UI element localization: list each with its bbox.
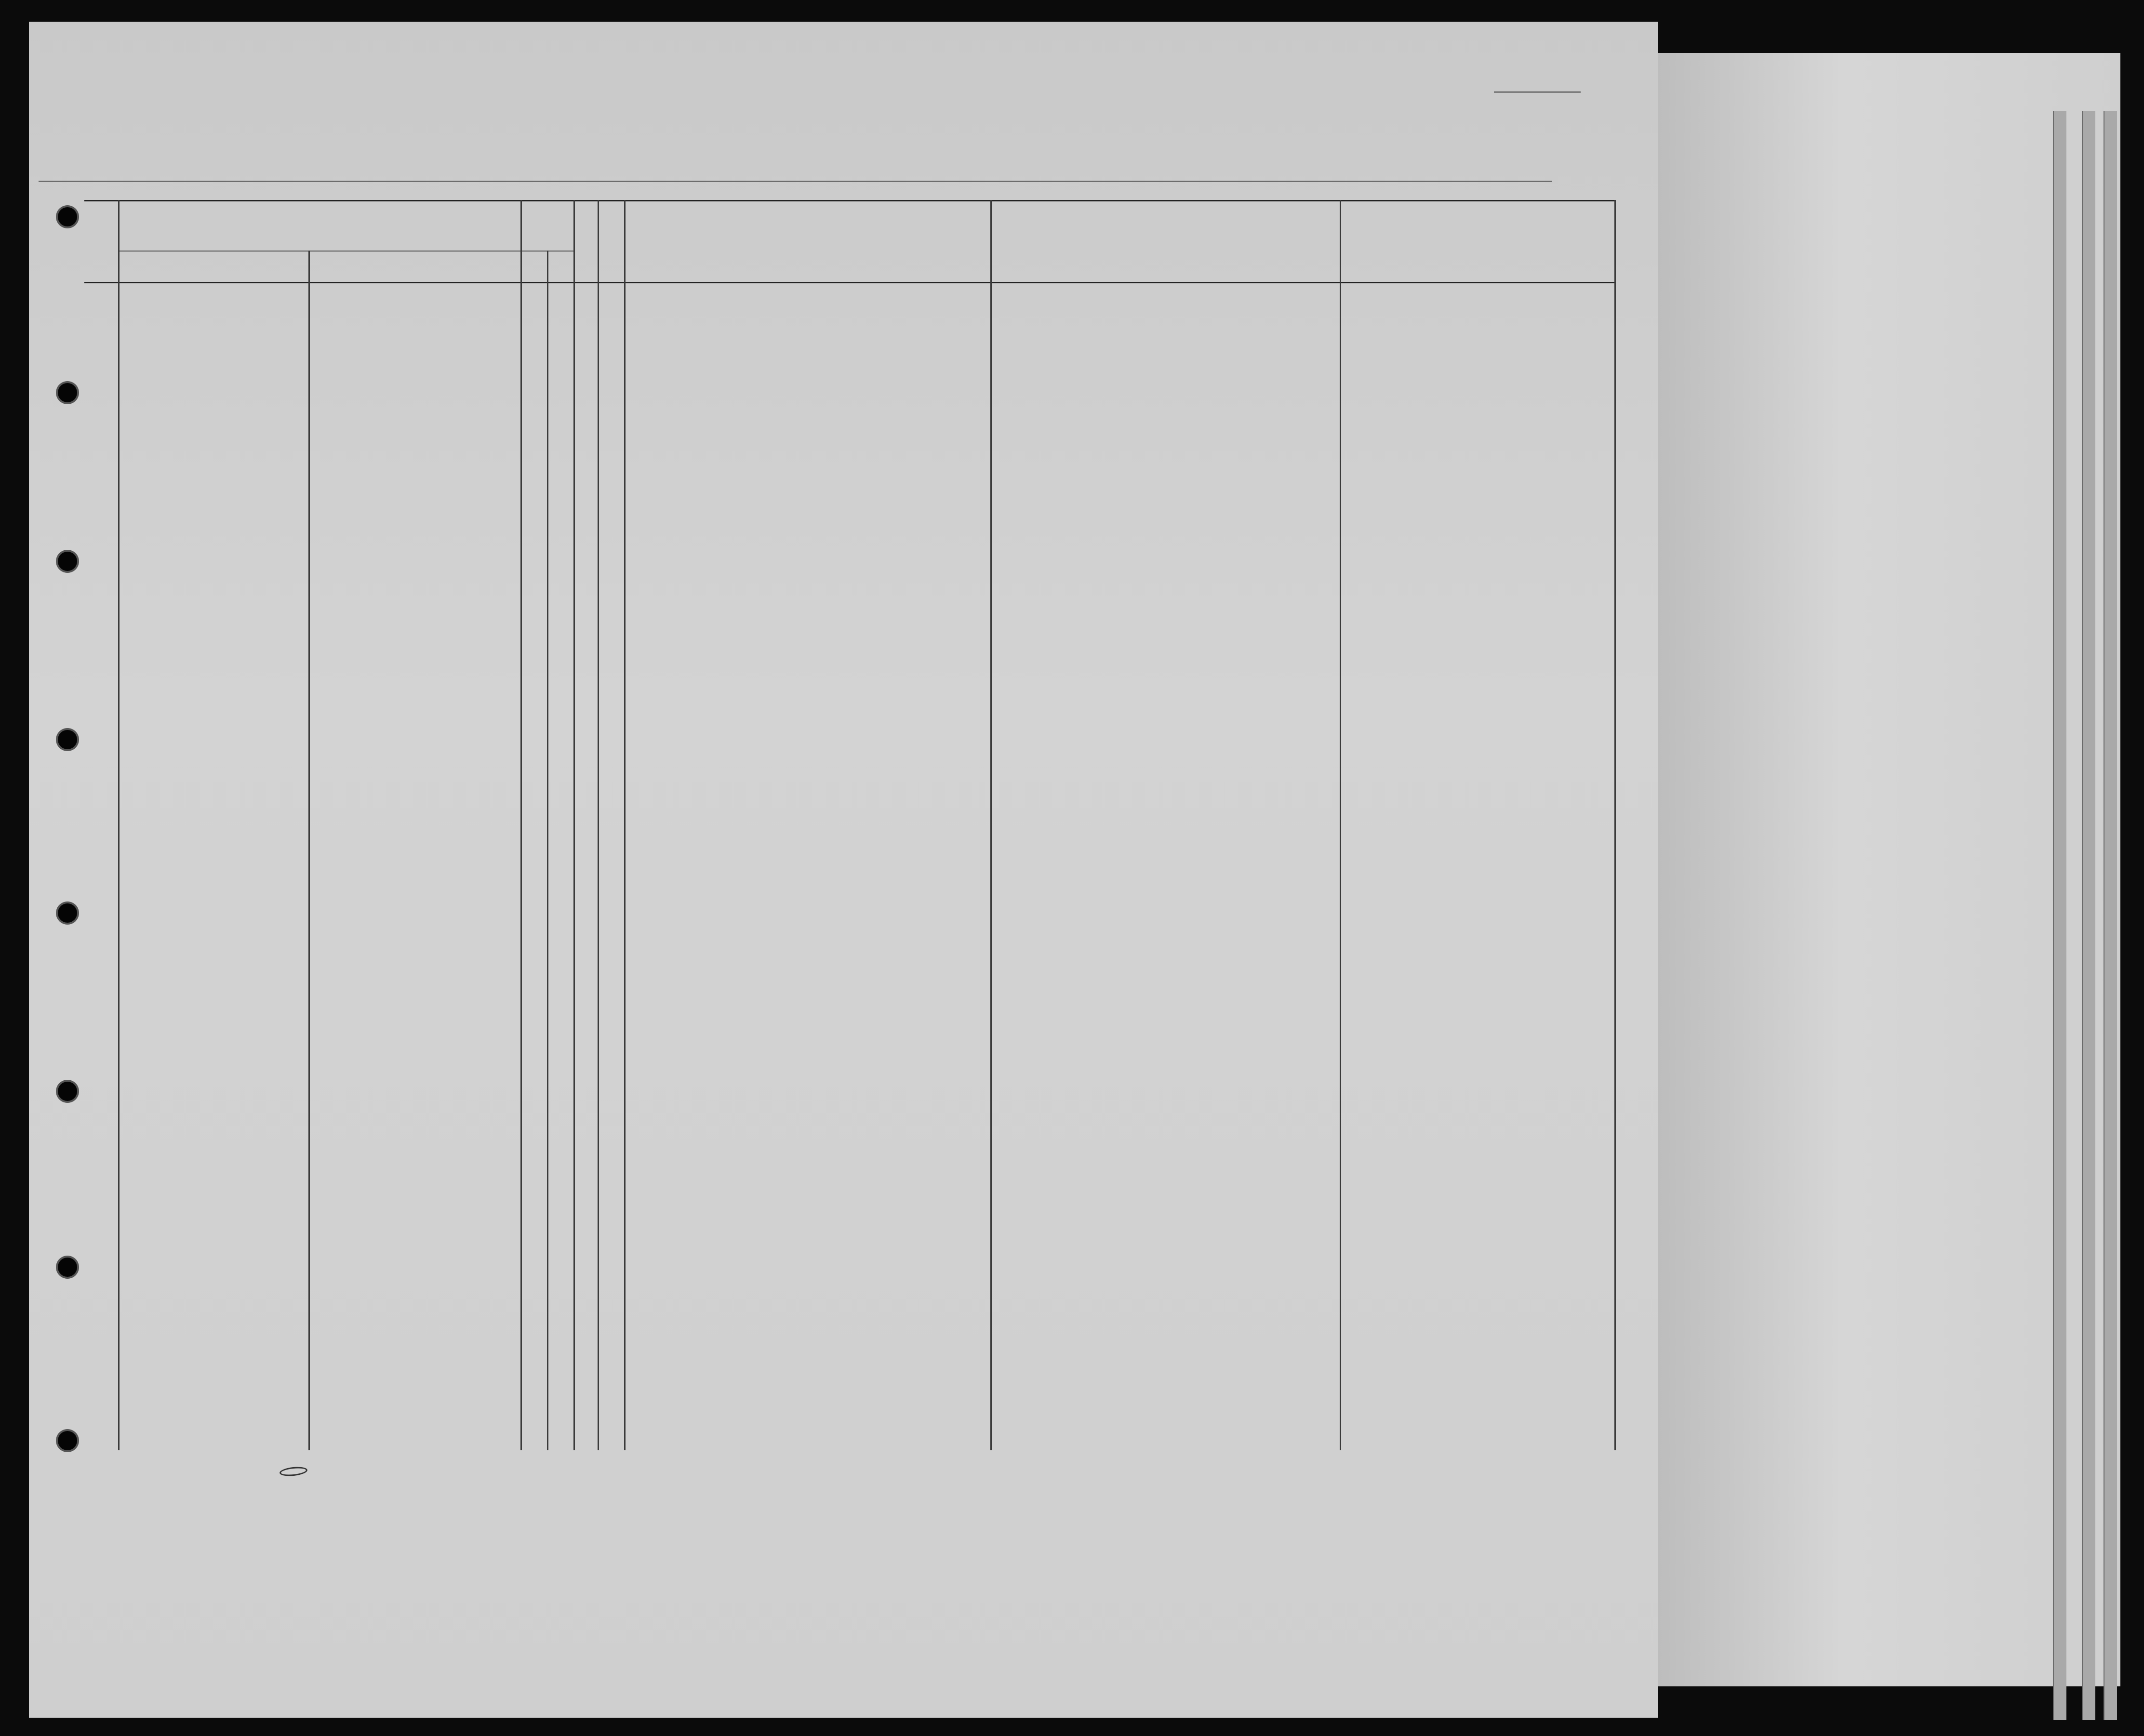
binder-hole xyxy=(58,207,77,226)
page-edge xyxy=(2082,111,2095,1720)
binder-hole xyxy=(58,730,77,749)
binder-hole xyxy=(58,383,77,402)
citizen-count-note xyxy=(279,1466,308,1477)
binder-hole xyxy=(58,903,77,923)
adjacent-page xyxy=(1658,53,2120,1686)
binder-hole xyxy=(58,1082,77,1101)
manifest-sheet xyxy=(29,22,1658,1718)
page-edge xyxy=(2053,111,2066,1720)
page-edge xyxy=(2104,111,2117,1720)
binder-hole xyxy=(58,1431,77,1450)
binder-hole xyxy=(58,1258,77,1277)
binder-hole xyxy=(58,552,77,571)
